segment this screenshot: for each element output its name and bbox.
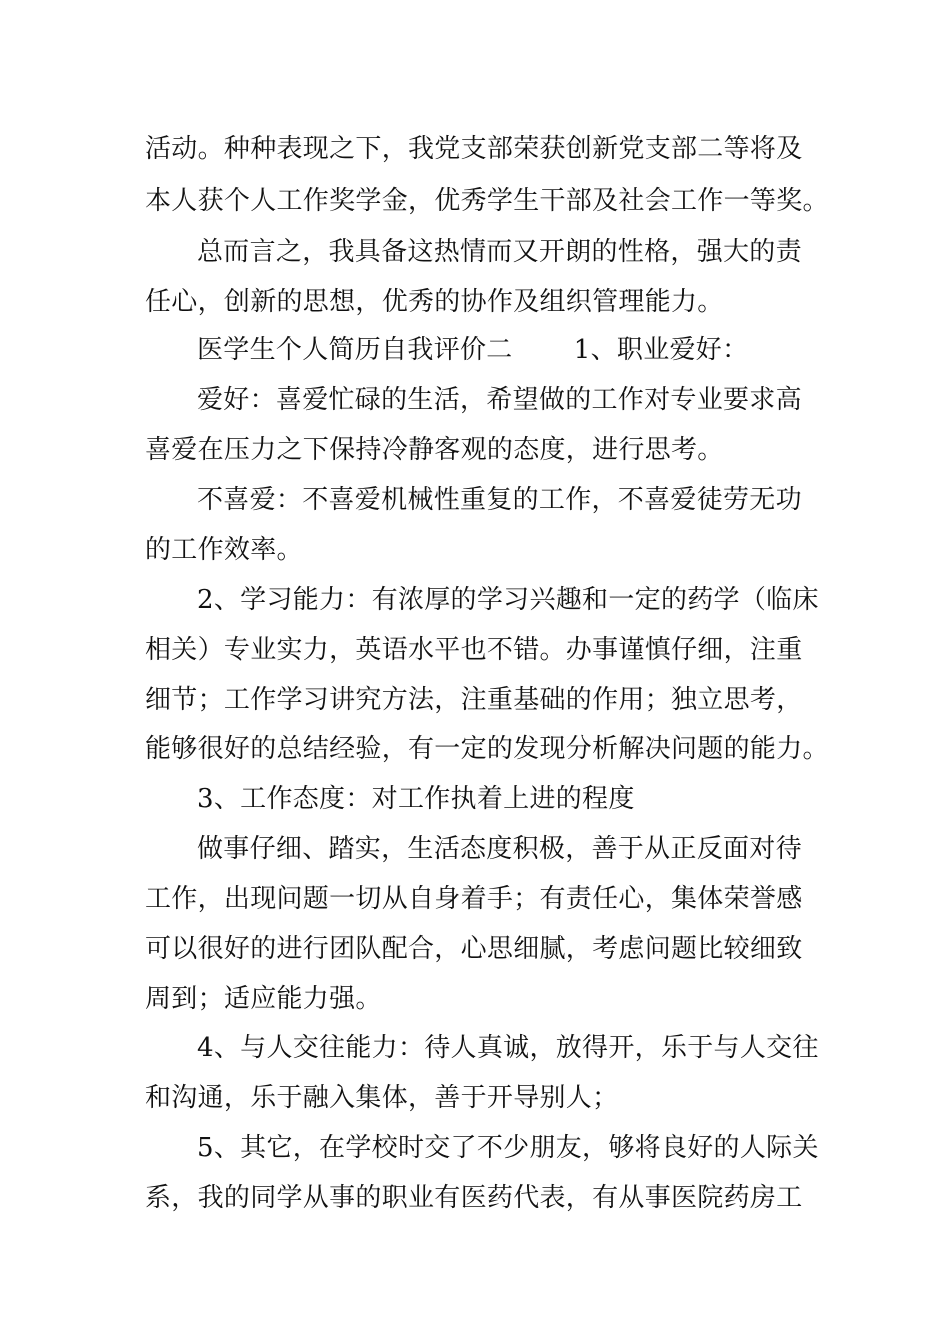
text-line: 2、学习能力：有浓厚的学习兴趣和一定的药学（临床 <box>197 585 819 615</box>
text-line: 做事仔细、踏实，生活态度积极，善于从正反面对待 <box>197 834 802 864</box>
text-line: 相关）专业实力，英语水平也不错。办事谨慎仔细，注重 <box>145 635 803 665</box>
text-line: 能够很好的总结经验，有一定的发现分析解决问题的能力。 <box>145 734 829 764</box>
text-line: 总而言之，我具备这热情而又开朗的性格，强大的责 <box>197 237 802 267</box>
text-line: 系，我的同学从事的职业有医药代表，有从事医院药房工 <box>145 1183 803 1213</box>
text-line: 细节；工作学习讲究方法，注重基础的作用；独立思考， <box>145 685 803 715</box>
section-heading: 医学生个人简历自我评价二 1、职业爱好： <box>197 335 749 365</box>
text-line: 3、工作态度：对工作执着上进的程度 <box>197 784 635 814</box>
text-line: 工作，出现问题一切从自身着手；有责任心，集体荣誉感 <box>145 884 803 914</box>
text-line: 任心，创新的思想，优秀的协作及组织管理能力。 <box>145 287 724 317</box>
text-line: 周到；适应能力强。 <box>145 984 382 1014</box>
text-line: 5、其它，在学校时交了不少朋友，够将良好的人际关 <box>197 1133 819 1163</box>
text-line: 4、与人交往能力：待人真诚，放得开，乐于与人交往 <box>197 1033 819 1063</box>
text-line: 可以很好的进行团队配合，心思细腻，考虑问题比较细致 <box>145 934 803 964</box>
text-line: 喜爱在压力之下保持冷静客观的态度，进行思考。 <box>145 435 724 465</box>
text-line: 不喜爱：不喜爱机械性重复的工作，不喜爱徒劳无功 <box>197 485 802 515</box>
text-line: 的工作效率。 <box>145 535 303 565</box>
text-line: 爱好：喜爱忙碌的生活，希望做的工作对专业要求高 <box>197 385 802 415</box>
text-line: 活动。种种表现之下，我党支部荣获创新党支部二等将及 <box>145 134 803 164</box>
text-line: 和沟通，乐于融入集体，善于开导别人； <box>145 1083 619 1113</box>
text-line: 本人获个人工作奖学金，优秀学生干部及社会工作一等奖。 <box>145 186 829 216</box>
